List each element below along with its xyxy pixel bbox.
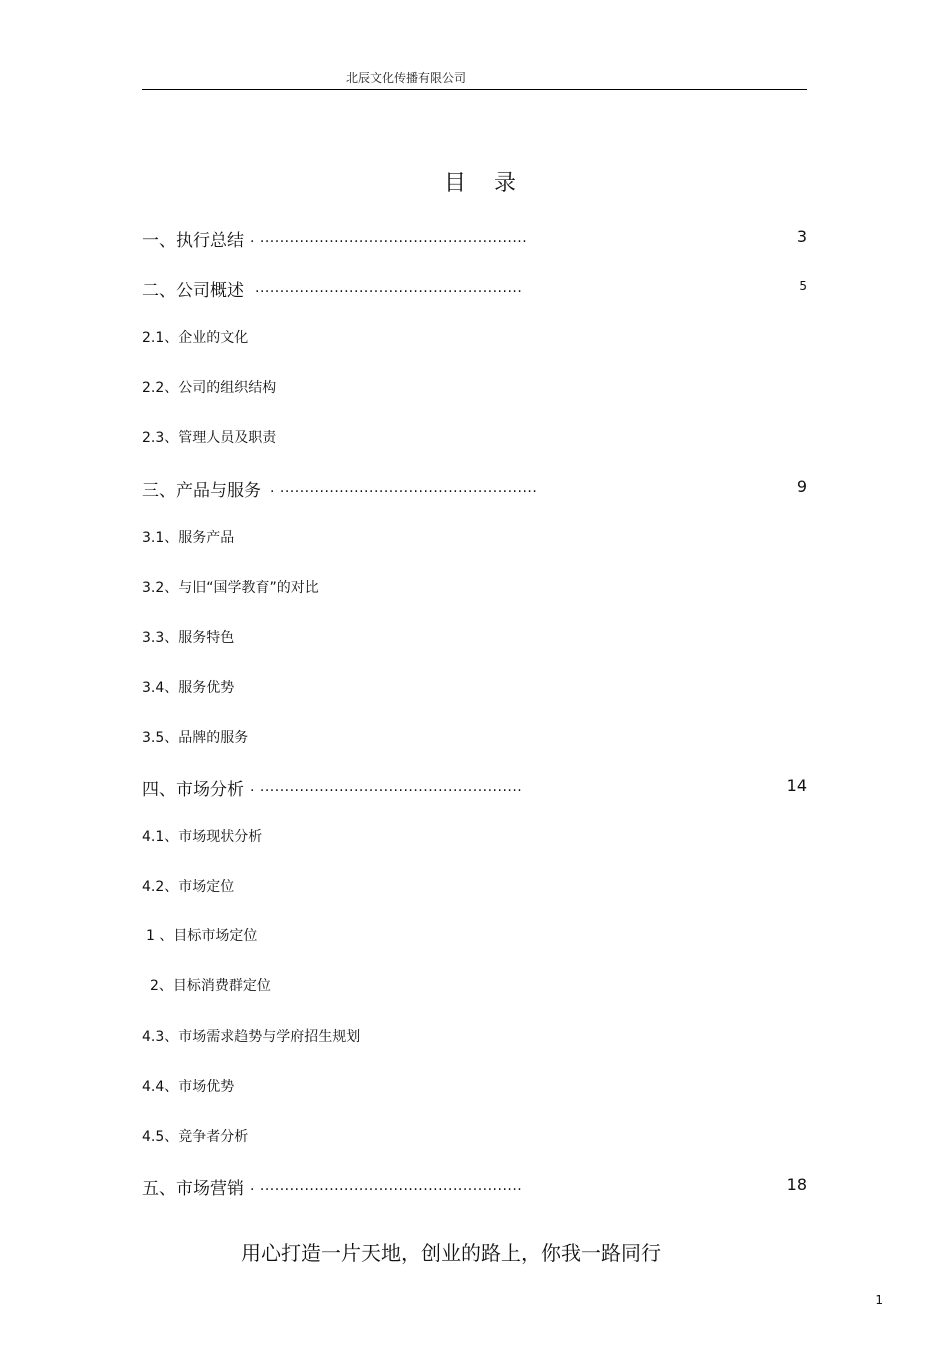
toc-title-char-1: 目 xyxy=(444,171,467,196)
toc-entry-text: 五、市场营销 xyxy=(142,1179,244,1199)
toc-entry-text: 四、市场分析 xyxy=(142,780,244,800)
toc-leader-dots: ...................................................... xyxy=(255,280,523,296)
toc-entry-text: 3.5、品牌的服务 xyxy=(142,730,249,746)
page-number: 1 xyxy=(875,1293,883,1307)
toc-entry-text: 3.2、与旧“国学教育”的对比 xyxy=(142,580,319,596)
toc-leader-dots: . .................................................... xyxy=(270,480,538,496)
toc-title-char-2: 录 xyxy=(494,171,517,196)
toc-page-number: 14 xyxy=(786,776,807,795)
toc-entry-text: 4.2、市场定位 xyxy=(142,879,235,895)
header-divider xyxy=(142,89,807,90)
toc-entry-text: 2.1、企业的文化 xyxy=(142,330,249,346)
toc-entry-text: 2.3、管理人员及职责 xyxy=(142,430,277,446)
toc-entry-text: 2、目标消费群定位 xyxy=(150,978,271,994)
toc-leader-dots: . ...................................................... xyxy=(250,230,528,246)
toc-page-number: 9 xyxy=(796,477,807,496)
footer-slogan: 用心打造一片天地，创业的路上，你我一路同行 xyxy=(241,1241,661,1265)
toc-leader-dots: . ..................................................... xyxy=(250,1178,523,1194)
header-company-name: 北辰文化传播有限公司 xyxy=(346,71,467,85)
toc-entry-text: 二、公司概述 xyxy=(142,281,244,301)
toc-entry-text: 4.4、市场优势 xyxy=(142,1079,235,1095)
toc-page-number: 3 xyxy=(796,227,807,246)
toc-leader-dots: . ..................................................... xyxy=(250,779,523,795)
toc-entry-text: 4.3、市场需求趋势与学府招生规划 xyxy=(142,1029,361,1045)
toc-entry-text: 3.1、服务产品 xyxy=(142,530,235,546)
toc-page-number: 18 xyxy=(786,1175,807,1194)
toc-page-number: 5 xyxy=(799,279,807,293)
toc-entry-text: 一、执行总结 xyxy=(142,231,244,251)
toc-entry-text: 4.5、竞争者分析 xyxy=(142,1129,249,1145)
toc-entry-text: 1 、目标市场定位 xyxy=(146,928,258,944)
toc-entry-text: 三、产品与服务 xyxy=(142,481,261,501)
toc-entry-text: 4.1、市场现状分析 xyxy=(142,829,263,845)
toc-title xyxy=(444,166,516,197)
toc-entry-text: 3.3、服务特色 xyxy=(142,630,235,646)
toc-entry-text: 2.2、公司的组织结构 xyxy=(142,380,277,396)
toc-entry-text: 3.4、服务优势 xyxy=(142,680,235,696)
